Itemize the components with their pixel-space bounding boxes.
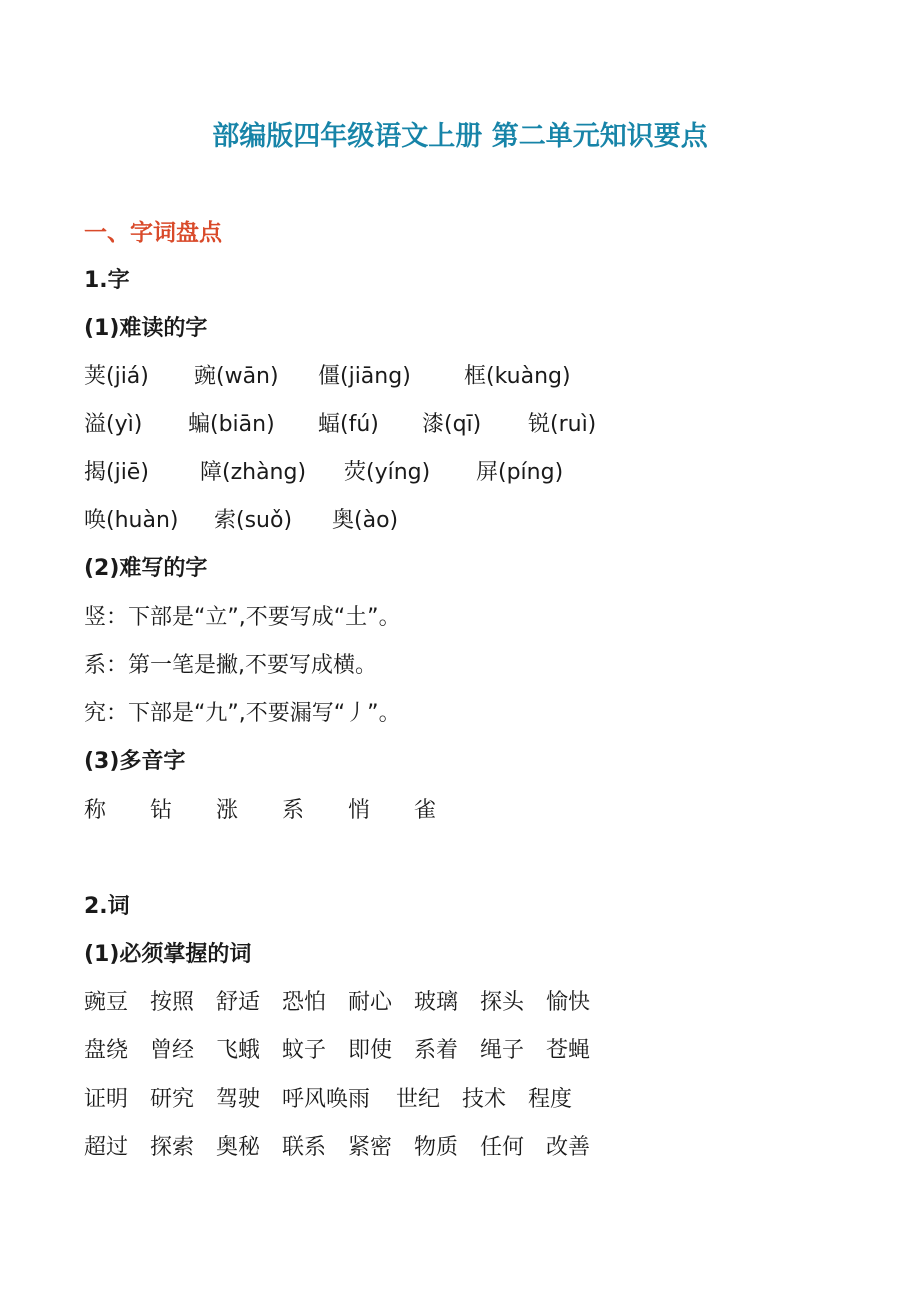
word-item: 联系 — [282, 1135, 327, 1160]
word-item: 豌豆 — [84, 990, 129, 1015]
heading-hard-to-read: (1)难读的字 — [84, 316, 208, 341]
pinyin-item: 索(suǒ) — [214, 508, 293, 533]
heading-hard-to-write: (2)难写的字 — [84, 556, 208, 581]
word-item: 恐怕 — [282, 990, 327, 1015]
polyphone-char: 系 — [282, 798, 305, 823]
word-row — [84, 1133, 590, 1163]
word-item: 探头 — [480, 990, 525, 1015]
word-item: 系着 — [414, 1038, 459, 1063]
reading-row — [84, 458, 563, 488]
pinyin-item: 荧(yíng) — [344, 460, 431, 485]
word-item: 飞蛾 — [216, 1038, 261, 1063]
word-item: 曾经 — [150, 1038, 195, 1063]
pinyin-item: 溢(yì) — [84, 412, 143, 437]
word-item: 苍蝇 — [546, 1038, 591, 1063]
polyphone-char: 涨 — [216, 798, 239, 823]
word-item: 即使 — [348, 1038, 393, 1063]
word-item: 按照 — [150, 990, 195, 1015]
word-item: 研究 — [150, 1087, 195, 1112]
word-item: 任何 — [480, 1135, 525, 1160]
pinyin-item: 障(zhàng) — [200, 460, 307, 485]
pinyin-item: 豌(wān) — [194, 364, 279, 389]
document-title: 部编版四年级语文上册 第二单元知识要点 — [212, 121, 708, 152]
word-item: 超过 — [84, 1135, 129, 1160]
word-item: 改善 — [546, 1135, 591, 1160]
writing-note: 系：第一笔是撇,不要写成横。 — [84, 653, 377, 678]
pinyin-item: 框(kuàng) — [464, 364, 571, 389]
word-item: 呼风唤雨 — [282, 1087, 371, 1112]
word-item: 蚊子 — [282, 1038, 327, 1063]
pinyin-item: 漆(qī) — [422, 412, 482, 437]
pinyin-item: 蝙(biān) — [188, 412, 275, 437]
word-item: 物质 — [414, 1135, 459, 1160]
writing-note: 竖：下部是“立”,不要写成“土”。 — [84, 605, 401, 630]
polyphone-char: 钻 — [150, 798, 173, 823]
word-row — [84, 988, 590, 1018]
word-item: 绳子 — [480, 1038, 525, 1063]
section-heading-words: 一、字词盘点 — [84, 220, 222, 246]
word-item: 盘绕 — [84, 1038, 129, 1063]
pinyin-item: 奥(ào) — [332, 508, 399, 533]
word-item: 愉快 — [546, 990, 591, 1015]
pinyin-item: 唤(huàn) — [84, 508, 179, 533]
polyphone-char: 称 — [84, 798, 107, 823]
pinyin-item: 屏(píng) — [476, 460, 564, 485]
reading-row — [84, 410, 596, 440]
word-row — [84, 1085, 572, 1115]
word-item: 奥秘 — [216, 1135, 261, 1160]
word-item: 技术 — [462, 1087, 507, 1112]
subheading-words: 2.词 — [84, 894, 130, 919]
word-item: 舒适 — [216, 990, 261, 1015]
subheading-characters: 1.字 — [84, 268, 130, 293]
heading-polyphones: (3)多音字 — [84, 749, 186, 774]
word-row — [84, 1036, 590, 1066]
pinyin-item: 荚(jiá) — [84, 364, 149, 389]
reading-row — [84, 362, 571, 392]
word-item: 证明 — [84, 1087, 129, 1112]
writing-note: 究：下部是“九”,不要漏写“丿”。 — [84, 701, 401, 726]
reading-row — [84, 506, 398, 536]
pinyin-item: 锐(ruì) — [528, 412, 597, 437]
heading-must-know-words: (1)必须掌握的词 — [84, 942, 252, 967]
word-item: 耐心 — [348, 990, 393, 1015]
pinyin-item: 蝠(fú) — [318, 412, 379, 437]
polyphone-char: 悄 — [348, 798, 371, 823]
word-item: 紧密 — [348, 1135, 393, 1160]
word-item: 世纪 — [396, 1087, 441, 1112]
word-item: 探索 — [150, 1135, 195, 1160]
pinyin-item: 揭(jiē) — [84, 460, 149, 485]
polyphone-char: 雀 — [414, 798, 437, 823]
polyphone-row — [84, 796, 436, 826]
pinyin-item: 僵(jiāng) — [318, 364, 411, 389]
word-item: 驾驶 — [216, 1087, 261, 1112]
word-item: 玻璃 — [414, 990, 459, 1015]
word-item: 程度 — [528, 1087, 573, 1112]
